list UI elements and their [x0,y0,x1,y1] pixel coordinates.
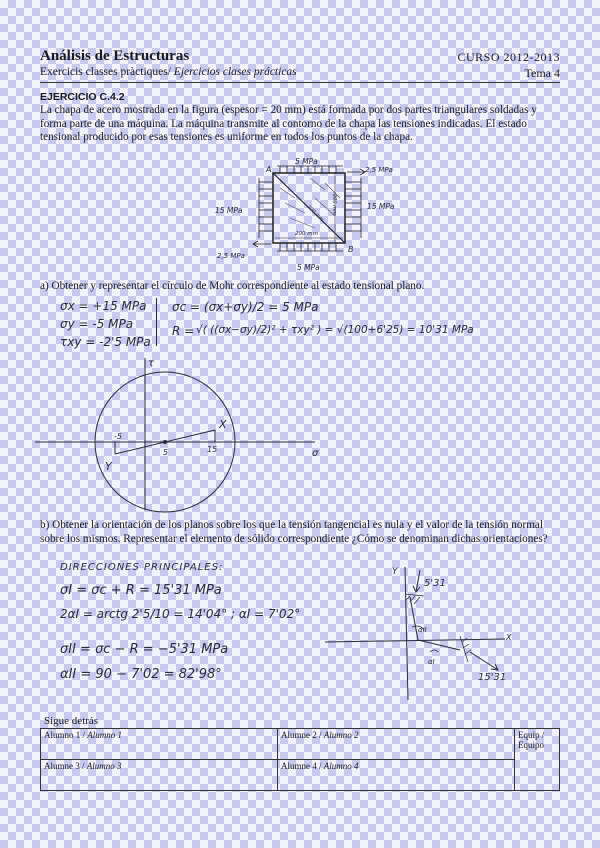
tick-15: 15 [207,445,218,454]
student-2-cell[interactable] [278,729,515,760]
elem-angle-2: αII [418,626,427,634]
principal-element-figure [320,562,520,702]
header-divider [40,82,560,83]
sigma-x: σx = +15 MPa [60,299,147,313]
principal-heading: DIRECCIONES PRINCIPALES: [60,562,224,573]
sigma-2: σII = σc − R = −5'31 MPa [60,642,229,657]
subtitle-es: Ejercicios clases prácticas [170,66,297,78]
label-shear-bottom: 2,5 MPa [217,252,245,260]
corner-a: A [266,165,272,174]
arrow-compression [413,570,420,592]
radius-label: R = [172,324,195,338]
label-top-stress: 5 MPa [295,158,318,166]
circle-center [163,440,167,444]
right-load-bars [345,178,361,238]
alpha-1: 2αI = arctg 2'5/10 = 14'04° ; αI = 7'02° [60,607,301,621]
student-3-label: Alumne 3 / [44,761,87,771]
student-3-cell[interactable] [41,760,278,791]
elem-top-stress: 5'31 [424,578,446,589]
y-axis [405,567,408,700]
elem-y-label: Y [392,567,398,577]
dim-diagonal: 200 mm [305,204,325,223]
axis-sigma-label: σ [312,448,319,459]
student-2-label-es: Alumno 2 [323,730,359,740]
student-4-label: Alumne 4 / [281,761,324,771]
team-cell[interactable] [515,729,560,791]
exercise-id: EJERCICIO C.4.2 [40,91,125,103]
label-left-stress: 15 MPa [215,206,243,215]
radius-formula: √( ((σx−σy)/2)² + τxy² ) = √(100+6'25) = 10'31 MPa [196,324,474,336]
top-load-bars [277,166,343,173]
tick-minus5: -5 [114,432,122,441]
shear-arrow-bottom [253,241,271,247]
student-1-label-es: Alumno 1 [87,730,123,740]
corner-b: B [348,245,354,254]
question-b: b) Obtener la orientación de los planos sobre los que la tensión tangencial es nula y el valor de la tensión normal sobre los mismos. Representar el elemento de sólido correspondiente ¿Cómo se denominan dichas orientaciones? [40,519,548,545]
hatch-upper [405,594,424,604]
label-bottom-stress: 5 MPa [297,263,320,272]
team-table [40,728,560,791]
mohr-circle-figure [30,350,330,515]
course-label: CURSO 2012-2013 [457,50,560,64]
dim-bottom: 200 mm [295,231,318,237]
team-label: Equip / Equipo [518,730,545,750]
alpha-2: αII = 90 − 7'02 = 82'98° [60,667,222,682]
label-right-stress: 15 MPa [367,202,395,211]
center-formula: σc = (σx+σy)/2 = 5 MPa [172,300,319,314]
brace [150,298,157,346]
subtitle-ca: Exercicis classes pràctiques/ [40,66,171,78]
point-y: Y [105,460,112,473]
tick-5: 5 [163,448,169,457]
student-1-label: Alumno 1 / [44,730,88,740]
page-title: Análisis de Estructuras [40,48,190,64]
left-load-bars [259,178,273,238]
point-x: X [219,418,227,431]
angle-arc-1 [430,650,438,652]
question-a: a) Obtener y representar el círculo de Mohr correspondiente al estado tensional plano. [40,280,425,292]
student-1-cell[interactable] [41,729,278,760]
sigma-1: σI = σc + R = 15'31 MPa [60,583,222,598]
subtitle [40,66,297,78]
student-3-label-es: Alumno 3 [86,761,122,771]
dim-right: 200 mm [331,194,337,215]
continue-note: Sigue detrás [44,715,99,727]
elem-x-label: X [506,633,512,642]
label-shear-top: 2,5 MPa [365,166,393,174]
bottom-load-bars [277,243,343,251]
student-4-label-es: Alumno 4 [323,761,359,771]
student-2-label: Alumne 2 / [281,730,324,740]
element-edges [410,597,460,650]
plate-figure [215,158,415,276]
exercise-intro: La chapa de acero mostrada en la figura (espesor = 20 mm) está formada por dos partes triangulares soldadas y forma parte de una máquina. La máquina transmite al contorno de la chapa las tensiones indicadas. El estado tensional producido por esas tensiones es uniforme en todos los puntos de la chapa. [40,104,537,143]
topic-label: Tema 4 [524,66,560,80]
shear-arrow-top [347,169,365,175]
tau-xy: τxy = -2'5 MPa [60,335,151,349]
axis-tau-label: τ [148,358,155,369]
x-axis [325,639,505,642]
sigma-y: σy = -5 MPa [60,317,134,331]
elem-bottom-stress: 15'31 [478,672,507,683]
student-4-cell[interactable] [278,760,515,791]
arrow-tension [470,652,498,670]
elem-angle-1: αI [428,658,435,666]
